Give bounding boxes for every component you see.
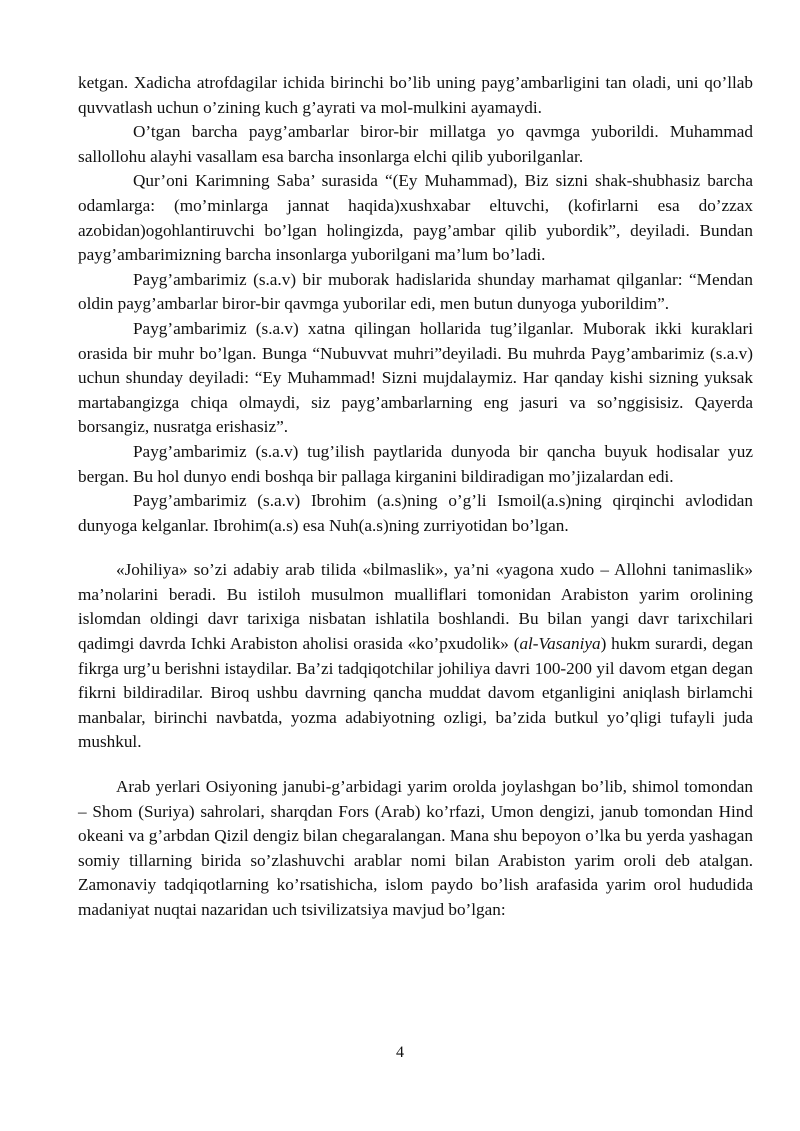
paragraph-continuation	[78, 71, 753, 120]
paragraph-hadith	[78, 268, 753, 317]
paragraph-text: Payg’ambarimiz (s.a.v) bir muborak hadislarida shunday marhamat qilganlar: “Mendan oldin payg’ambarlar biror-bir qavmga yuborilar edi, men butun dunyoga yuborildim”.	[78, 269, 753, 314]
paragraph-birth-events	[78, 440, 753, 489]
paragraph-italic-term: al-Vasaniya	[519, 634, 601, 654]
paragraph-saba-surah	[78, 169, 753, 267]
document-page	[78, 71, 753, 923]
page-number: 4	[396, 1044, 404, 1061]
paragraph-prophets-sent	[78, 120, 753, 169]
paragraph-arabian-peninsula	[78, 775, 753, 923]
paragraph-text: Payg’ambarimiz (s.a.v) Ibrohim (a.s)ning o’g’li Ismoil(a.s)ning qirqinchi avlodidan dunyoga kelganlar. Ibrohim(a.s) esa Nuh(a.s)ning zurriyotidan bo’lgan.	[78, 491, 753, 535]
paragraph-text: Arab yerlari Osiyoning janubi-g’arbidagi yarim orolda joylashgan bo’lib, shimol tomondan – Shom (Suriya) sahrolari, sharqdan Fors (Arab) ko’rfazi, Umon dengizi, janub tomondan Hind okeani va g’arbdan Qizil dengiz bilan chegaralangan. Mana shu bepoyon o’lka bu yerda yashagan somiy tillarning birida so’zlashuvchi arablar nomi bilan Arabiston yarim oroli deb atalgan. Zamonaviy tadqiqotlarning ko’rsatishicha, islom paydo bo’lish arafasida yarim orol hududida madaniyat nuqtai nazaridan uch tsivilizatsiya mavjud bo’lgan:	[78, 777, 753, 919]
paragraph-johiliya	[78, 558, 753, 755]
paragraph-text: Payg’ambarimiz (s.a.v) xatna qilingan hollarida tug’ilganlar. Muborak ikki kuraklari orasida bir muhr bo’lgan. Bunga “Nubuvvat muhri”deyiladi. Bu muhrda Payg’ambarimiz (s.a.v) uchun shunday deyiladi: “Ey Muhammad! Sizni mujdalaymiz. Har qanday kishi sizning yuksak martabangizga chiqa olmaydi, siz payg’ambarlarning eng jasuri va so’nggisisiz. Qayerda borsangiz, nusratga erishasiz”.	[78, 318, 753, 437]
paragraph-text: «Johiliya» so’zi adabiy arab tilida «bilmaslik», ya’ni «yagona xudo – Allohni tanimaslik» ma’nolarini beradi. Bu istiloh musulmon mualliflari tomonidan Arabiston yarim orolining islomdan oldingi davr tarixiga nisbatan ishlatila boshlandi. Bu bilan yangi davr tarixchilari qadimgi davrda Ichki Arabiston aholisi orasida «ko’pxudolik» (	[78, 560, 753, 654]
paragraph-text: ) hukm surardi, degan fikrga urg’u berishni istaydilar. Ba’zi tadqiqotchilar johiliya davri 100-200 yil davom etgan degan fikrni bildiradilar. Biroq ushbu davrning qancha muddat davom etganligini aniqlash birlamchi manbalar, birinchi navbatda, yozma adabiyotning ozligi, ba’zida butkul yo’qligi tufayli juda mushkul.	[78, 634, 754, 752]
paragraph-lineage	[78, 489, 753, 538]
paragraph-text: Payg’ambarimiz (s.a.v) tug’ilish paytlarida dunyoda bir qancha buyuk hodisalar yuz bergan. Bu hol dunyo endi boshqa bir pallaga kirganini bildiradigan mo’jizalardan edi.	[78, 441, 753, 486]
paragraph-text: O’tgan barcha payg’ambarlar biror-bir millatga yo qavmga yuborildi. Muhammad sallollohu alayhi vasallam esa barcha insonlarga elchi qilib yuborilganlar.	[78, 122, 753, 166]
paragraph-text: Qur’oni Karimning Saba’ surasida “(Ey Muhammad), Biz sizni shak-shubhasiz barcha odamlarga: (mo’minlarga jannat haqida)xushxabar eltuvchi, (kofirlarni esa do’zzax azobidan)ogohlantiruvchi bo’lgan holingizda, payg’ambar qilib yubordik”, deyiladi. Bundan payg’ambarimizning barcha insonlarga yuborilgani ma’lum bo’ladi.	[78, 171, 753, 265]
paragraph-text: ketgan. Xadicha atrofdagilar ichida birinchi bo’lib uning payg’ambarligini tan oladi, uni qo’llab quvvatlash uchun o’zining kuch g’ayrati va mol-mulkini ayamaydi.	[78, 73, 753, 117]
paragraph-seal-of-prophethood	[78, 317, 753, 440]
